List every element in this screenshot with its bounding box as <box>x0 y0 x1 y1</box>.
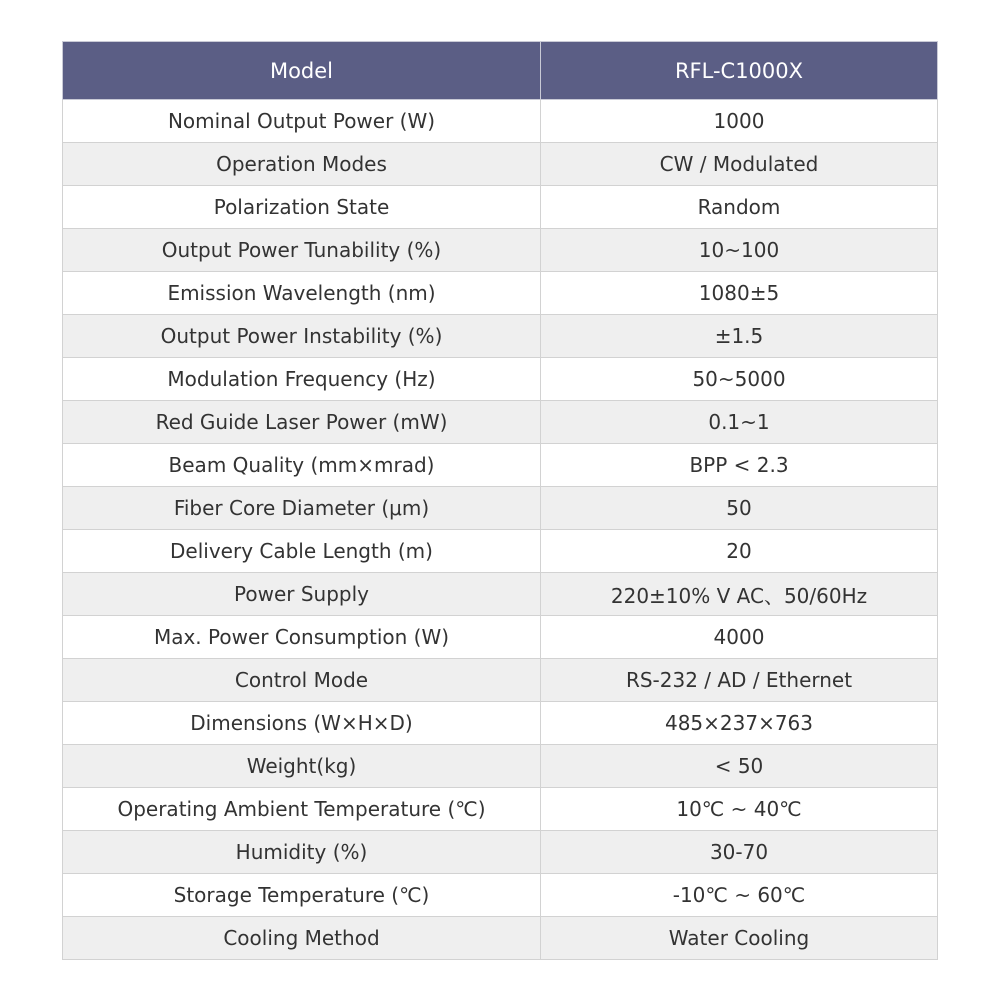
spec-label: Cooling Method <box>63 917 541 960</box>
spec-value: 20 <box>541 530 938 573</box>
table-row <box>63 487 938 530</box>
spec-value: 50~5000 <box>541 358 938 401</box>
spec-table <box>62 41 938 960</box>
spec-label: Output Power Instability (%) <box>63 315 541 358</box>
spec-value: 50 <box>541 487 938 530</box>
spec-value: ±1.5 <box>541 315 938 358</box>
table-row <box>63 745 938 788</box>
table-row <box>63 100 938 143</box>
spec-label: Beam Quality (mm×mrad) <box>63 444 541 487</box>
header-model-label: Model <box>63 42 541 100</box>
table-row <box>63 143 938 186</box>
spec-label: Modulation Frequency (Hz) <box>63 358 541 401</box>
spec-value: 220±10% V AC、50/60Hz <box>541 573 938 616</box>
spec-label: Power Supply <box>63 573 541 616</box>
spec-label: Dimensions (W×H×D) <box>63 702 541 745</box>
spec-value: 1080±5 <box>541 272 938 315</box>
table-row <box>63 702 938 745</box>
spec-label: Polarization State <box>63 186 541 229</box>
spec-label: Humidity (%) <box>63 831 541 874</box>
table-row <box>63 917 938 960</box>
spec-label: Output Power Tunability (%) <box>63 229 541 272</box>
spec-value: 0.1~1 <box>541 401 938 444</box>
spec-label: Delivery Cable Length (m) <box>63 530 541 573</box>
table-row <box>63 530 938 573</box>
spec-value: 10~100 <box>541 229 938 272</box>
spec-label: Max. Power Consumption (W) <box>63 616 541 659</box>
table-row <box>63 874 938 917</box>
table-row <box>63 315 938 358</box>
spec-label: Nominal Output Power (W) <box>63 100 541 143</box>
table-row <box>63 573 938 616</box>
header-model-value: RFL-C1000X <box>541 42 938 100</box>
spec-value: Random <box>541 186 938 229</box>
spec-value: 30-70 <box>541 831 938 874</box>
spec-label: Storage Temperature (℃) <box>63 874 541 917</box>
table-row <box>63 616 938 659</box>
spec-value: < 50 <box>541 745 938 788</box>
spec-value: RS-232 / AD / Ethernet <box>541 659 938 702</box>
table-row <box>63 788 938 831</box>
spec-value: 485×237×763 <box>541 702 938 745</box>
table-row <box>63 401 938 444</box>
table-row <box>63 229 938 272</box>
header-row <box>63 42 938 100</box>
table-row <box>63 831 938 874</box>
spec-value: BPP < 2.3 <box>541 444 938 487</box>
spec-rows <box>63 100 938 960</box>
spec-value: CW / Modulated <box>541 143 938 186</box>
spec-value: 1000 <box>541 100 938 143</box>
table-row <box>63 272 938 315</box>
spec-label: Control Mode <box>63 659 541 702</box>
spec-value: -10℃ ~ 60℃ <box>541 874 938 917</box>
spec-label: Emission Wavelength (nm) <box>63 272 541 315</box>
spec-label: Operating Ambient Temperature (℃) <box>63 788 541 831</box>
spec-value: 10℃ ~ 40℃ <box>541 788 938 831</box>
table-row <box>63 358 938 401</box>
table-row <box>63 186 938 229</box>
spec-label: Fiber Core Diameter (μm) <box>63 487 541 530</box>
spec-value: Water Cooling <box>541 917 938 960</box>
spec-label: Weight(kg) <box>63 745 541 788</box>
spec-label: Operation Modes <box>63 143 541 186</box>
spec-label: Red Guide Laser Power (mW) <box>63 401 541 444</box>
spec-value: 4000 <box>541 616 938 659</box>
table-row <box>63 659 938 702</box>
table-row <box>63 444 938 487</box>
